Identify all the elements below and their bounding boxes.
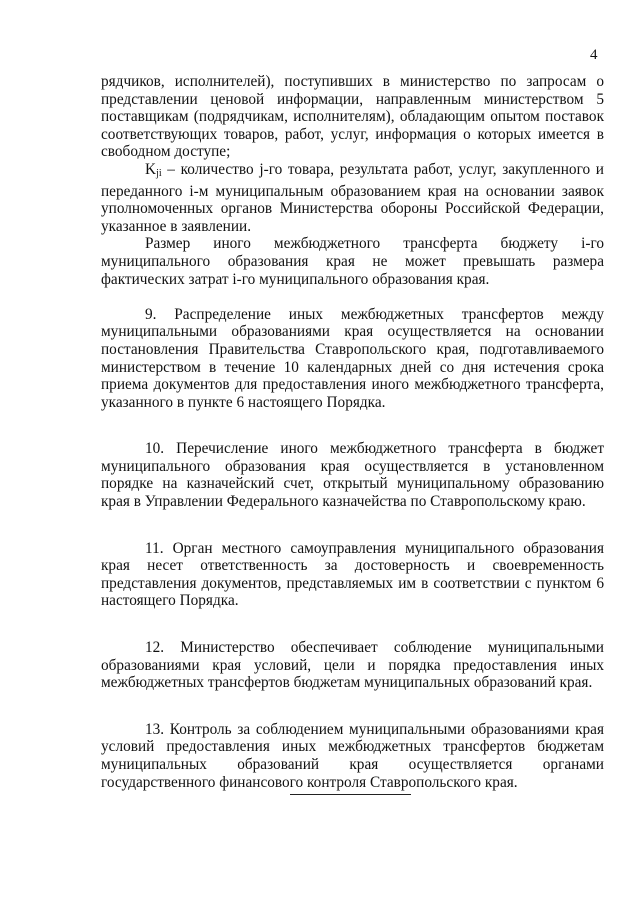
paragraph-item-13: 13. Контроль за соблюдением муниципальными образованиями края условий предоставления иных межбюджетных трансфертов бюджетам муниципальных образований края осуществляется органами государственного финансового контроля Ставропольского края. <box>101 720 604 791</box>
end-rule <box>290 794 411 795</box>
paragraph-transfer-limit: Размер иного межбюджетного трансферта бюджету i-го муниципального образования края не может превышать размера фактических затрат i-го муниципального образования края. <box>101 235 604 288</box>
page-number: 4 <box>590 47 598 63</box>
paragraph-item-9: 9. Распределение иных межбюджетных трансфертов между муниципальными образованиями края осуществляется на основании постановления Правительства Ставропольского края, подготавливаемого министерством в течение 10 календарных дней со дня истечения срока приема документов для предоставления иного межбюджетного трансферта, указанного в пункте 6 настоящего Порядка. <box>101 305 604 411</box>
kji-subscript: ji <box>156 167 162 179</box>
paragraph-item-12: 12. Министерство обеспечивает соблюдение муниципальными образованиями края условий, цели и порядка предоставления иных межбюджетных трансфертов бюджетам муниципальных образований края. <box>101 639 604 692</box>
paragraph-item-10: 10. Перечисление иного межбюджетного трансферта в бюджет муниципального образования края осуществляется в установленном порядке на казначейский счет, открытый муниципальному образованию края в Управлении Федерального казначейства по Ставропольскому краю. <box>101 440 604 511</box>
kji-symbol: K <box>145 160 157 178</box>
paragraph-kji-definition <box>101 161 604 235</box>
kji-definition-text: – количество j-го товара, результата работ, услуг, закупленного и переданного i-м муниципальным образованием края на основании заявок уполномоченных органов Министерства обороны Российской Федерации, указанное в заявлении. <box>101 160 604 235</box>
paragraph-continuation: рядчиков, исполнителей), поступивших в министерство по запросам о представлении ценовой информации, направленным министерством 5 поставщикам (подрядчикам, исполнителям), обладающим опытом поставок соответствующих товаров, работ, услуг, информация о которых имеется в свободном доступе; <box>101 73 604 161</box>
paragraph-item-11: 11. Орган местного самоуправления муниципального образования края несет ответственность за достоверность и своевременность представления документов, представляемых им в соответствии с пунктом 6 настоящего Порядка. <box>101 539 604 610</box>
document-body <box>101 73 604 791</box>
